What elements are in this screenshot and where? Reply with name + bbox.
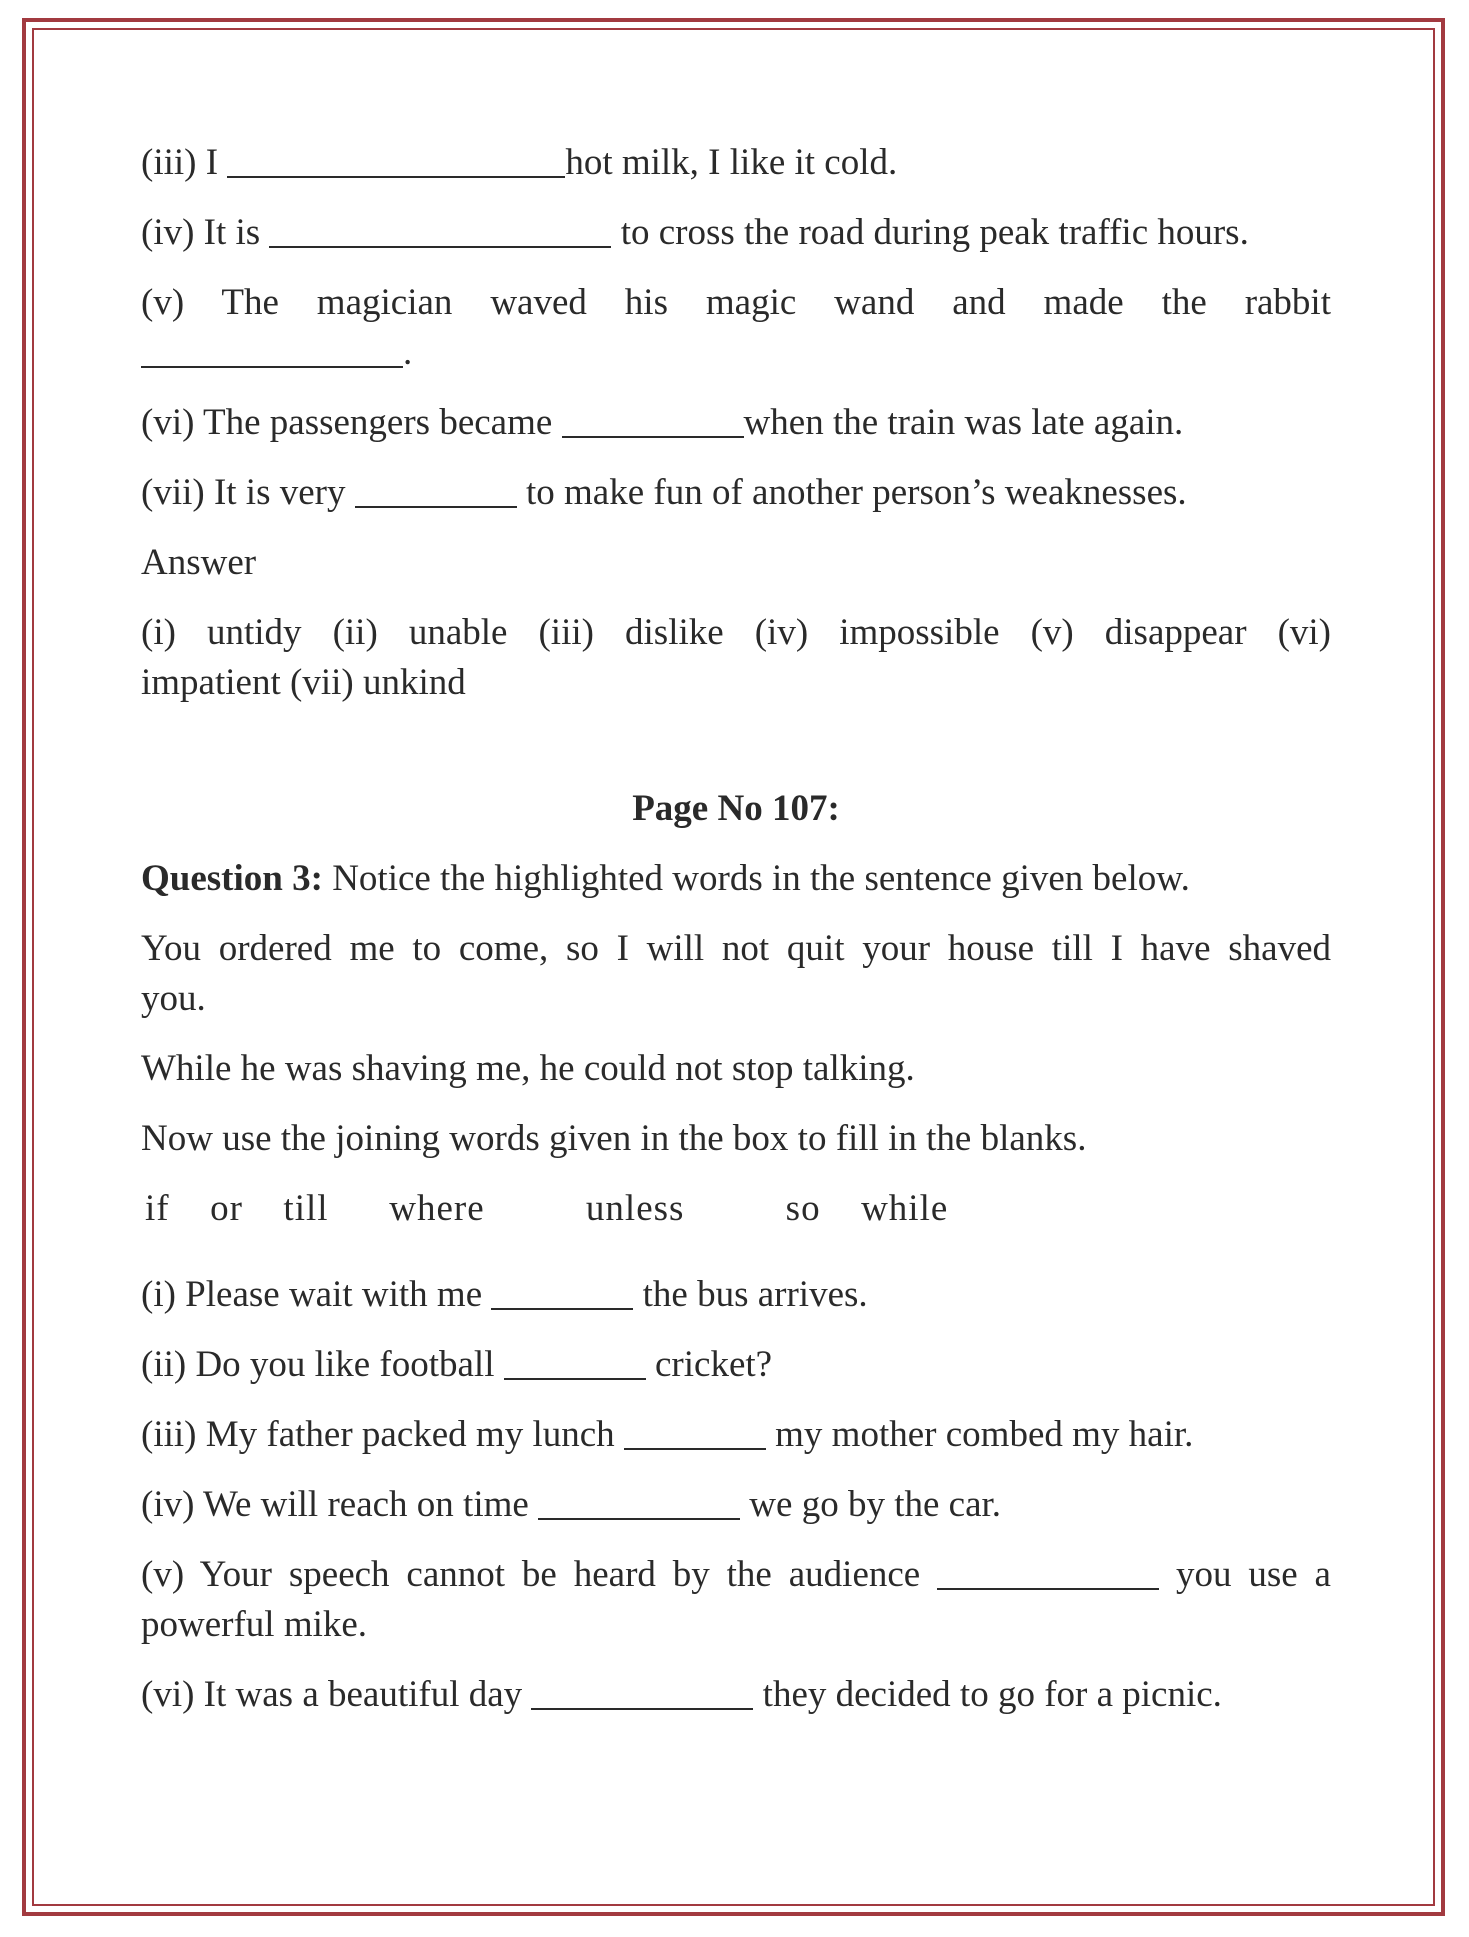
item-text: (iii) I [141,142,228,183]
fill-item-iii [141,1410,1331,1460]
item-text: my mother combed my hair. [765,1414,1194,1455]
page-heading: Page No 107: [632,788,840,829]
item-text: (vi) The passengers became [141,402,562,443]
item-text: they decided to go for a picnic. [753,1674,1222,1715]
fill-item-i [141,1270,1331,1320]
item-text: to make fun of another person’s weaknesses. [516,472,1187,513]
exercise-item-v: (v) The magician waved his magic wand and made the rabbit [141,282,1331,323]
word-box: if or till where unless so while [145,1188,949,1229]
answer-blank [538,1518,740,1520]
instruction-text: Now use the joining words given in the box to fill in the blanks. [141,1118,1087,1159]
item-text: (ii) Do you like football [141,1344,504,1385]
answer-blank [531,1708,753,1710]
example-sentence-1: You ordered me to come, so I will not quit your house till I have shaved [141,928,1331,969]
fill-item-iv [141,1480,1331,1530]
example-sentence-2: While he was shaving me, he could not stop talking. [141,1048,915,1089]
item-text: (iv) We will reach on time [141,1484,539,1525]
item-text: we go by the car. [740,1484,1002,1525]
item-text: hot milk, I like it cold. [565,142,898,183]
answer-blank [504,1378,646,1380]
item-text: the bus arrives. [633,1274,868,1315]
question-3-prompt [141,854,1331,904]
fill-item-v [141,1550,1331,1600]
answer-blank [937,1588,1159,1590]
answer-line-1: (i) untidy (ii) unable (iii) dislike (iv) impossible (v) disappear (vi) [141,612,1331,653]
exercise-item-vii [141,468,1331,518]
answer-blank [562,436,744,438]
answer-line-2: impatient (vii) unkind [141,662,466,703]
answer-blank [355,506,517,508]
example-sentence-1-cont: you. [141,978,206,1019]
item-text: (iii) My father packed my lunch [141,1414,624,1455]
worksheet-content [141,138,1331,1740]
exercise-item-v-blank-line [141,328,1331,378]
fill-item-ii [141,1340,1331,1390]
item-text: (vii) It is very [141,472,355,513]
item-text: you use a [1159,1554,1331,1595]
item-text: (iv) It is [141,212,270,253]
fill-item-vi [141,1670,1331,1720]
item-text: when the train was late again. [743,402,1184,443]
exercise-item-iii [141,138,1331,188]
answer-label: Answer [141,542,257,583]
answer-blank [491,1308,633,1310]
item-text: (i) Please wait with me [141,1274,492,1315]
fill-item-v-cont: powerful mike. [141,1604,368,1645]
answer-blank [269,246,611,248]
question-label: Question 3: [141,858,323,899]
item-text: (vi) It was a beautiful day [141,1674,532,1715]
item-text: (v) Your speech cannot be heard by the audience [141,1554,938,1595]
question-text: Notice the highlighted words in the sentence given below. [322,858,1190,899]
answer-blank [624,1448,766,1450]
exercise-item-iv [141,208,1331,258]
answer-blank [227,176,565,178]
item-text: to cross the road during peak traffic hours. [611,212,1249,253]
item-text: . [403,332,413,373]
item-text: cricket? [645,1344,773,1385]
exercise-item-vi [141,398,1331,448]
answer-blank [141,366,403,368]
